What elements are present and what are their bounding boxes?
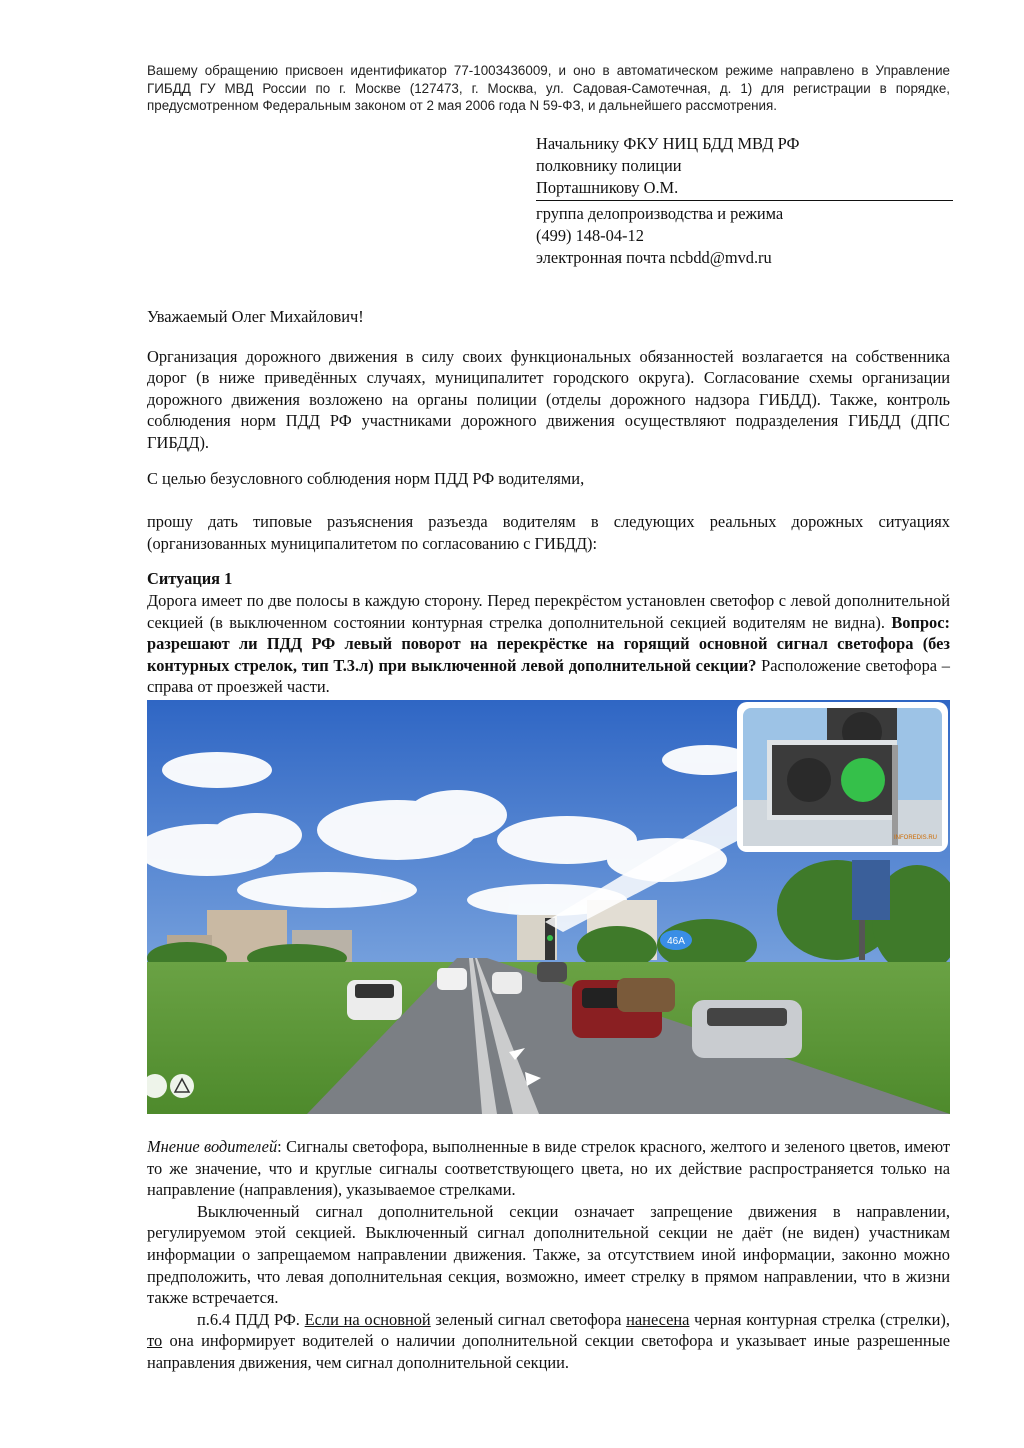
opinion-paragraph-3	[147, 1309, 950, 1374]
rule-phrase-4: черная контурная стрелка (стрелки),	[694, 1309, 950, 1329]
opinion-text-1: Сигналы светофора, выполненные в виде стрелок красного, желтого и зеленого цветов, имеют то же значение, что и круглые сигналы соответствующего цвета, но их действие распространяется только на направление (направления), указываемое стрелками.	[147, 1137, 951, 1200]
opinion-paragraph-1: Мнение водителей: Сигналы светофора, выполненные в виде стрелок красного, желтого и зеленого цветов, имеют то же значение, что и круглые сигналы соответствующего цвета, но их действие распространяется только на направление (направления), указываемое стрелками.	[147, 1137, 951, 1200]
addressee-position: Начальнику ФКУ НИЦ БДД МВД РФ	[536, 134, 800, 153]
letter-body	[147, 306, 950, 698]
street-photo	[147, 700, 950, 1114]
traffic-light-inset	[737, 702, 948, 852]
paragraph-request: прошу дать типовые разъяснения разъезда водителям в следующих реальных дорожных ситуациях (организованных муниципалитетом по согласованию с ГИБДД):	[147, 512, 950, 553]
greeting: Уважаемый Олег Михайлович!	[147, 307, 364, 326]
addressee-phone: (499) 148-04-12	[536, 226, 644, 245]
addressee-block	[536, 133, 953, 269]
rule-phrase-3: нанесена	[626, 1309, 690, 1329]
addressee-name: Порташникову О.М.	[536, 178, 679, 197]
situation-location: Расположение светофора – справа от проезжей части.	[147, 655, 950, 697]
rule-phrase-1: Если на основной	[304, 1309, 431, 1329]
situation-block	[147, 568, 950, 698]
rule-phrase-5: то	[147, 1331, 163, 1351]
addressee-department: группа делопроизводства и режима	[536, 204, 784, 223]
rule-phrase-2: зеленый сигнал светофора	[435, 1309, 622, 1329]
rule-reference: п.6.4 ПДД РФ.	[197, 1309, 300, 1329]
paragraph-organization: Организация дорожного движения в силу своих функциональных обязанностей возлагается на собственника дорог (в ниже приведённых случаях, муниципалитет городского округа). Согласование схемы организации дорожного движения возложено на органы полиции (отделы дорожного надзора ГИБДД). Также, контроль соблюдения норм ПДД РФ участниками дорожного движения осуществляют подразделения ГИБДД (ДПС ГИБДД).	[147, 346, 950, 452]
addressee-email: электронная почта ncbdd@mvd.ru	[536, 248, 772, 267]
green-signal	[841, 758, 885, 802]
left-section-off	[787, 758, 831, 802]
street-panorama-illustration	[147, 700, 950, 1114]
paragraph-purpose: С целью безусловного соблюдения норм ПДД РФ водителями,	[147, 468, 585, 488]
photo-watermark: INFOREDIS.RU	[893, 835, 937, 841]
opinion-label: Мнение водителей	[147, 1137, 278, 1156]
situation-title: Ситуация 1	[147, 569, 233, 589]
billboard	[852, 860, 890, 920]
addressee-rank: полковнику полиции	[536, 156, 682, 175]
opinion-section	[147, 1136, 950, 1374]
rule-phrase-6: она информирует водителей о наличии дополнительной секции светофора и указывает иные разрешенные направления движения, чем сигнал дополнительной секции.	[147, 1331, 950, 1372]
situation-description: Дорога имеет по две полосы в каждую сторону. Перед перекрёстом установлен светофор с левой дополнительной секцией (в выключенном состоянии контурная стрелка дополнительной секцией водителям не видна).	[147, 590, 950, 632]
registration-notice: Вашему обращению присвоен идентификатор 77-1003436009, и оно в автоматическом режиме направлено в Управление ГИБДД ГУ МВД России по г. Москве (127473, г. Москва, ул. Садовая-Самотечная, д. 1) для регистрации в порядке, предусмотренном Федеральным законом от 2 мая 2006 года N 59-ФЗ, и дальнейшего рассмотрения.	[147, 63, 950, 113]
bus-stop-label: 46А	[667, 936, 685, 947]
divider	[536, 200, 953, 201]
situation-question: Вопрос: разрешают ли ПДД РФ левый поворот на перекрёстке на горящий основной сигнал светофора (без контурных стрелок, тип Т.3.л) при выключенной левой дополнительной секции?	[147, 612, 950, 675]
opinion-paragraph-2: Выключенный сигнал дополнительной секции означает запрещение движения в направлении, регулируемом этой секцией. Выключенный сигнал дополнительной секции не даёт (не виден) участникам информации о запрещаемом направлении движения. Также, за отсутствием иной информации, законно можно предположить, что левая дополнительная секция, возможно, имеет стрелку в прямом направлении, что в жизни также встречается.	[147, 1201, 950, 1308]
